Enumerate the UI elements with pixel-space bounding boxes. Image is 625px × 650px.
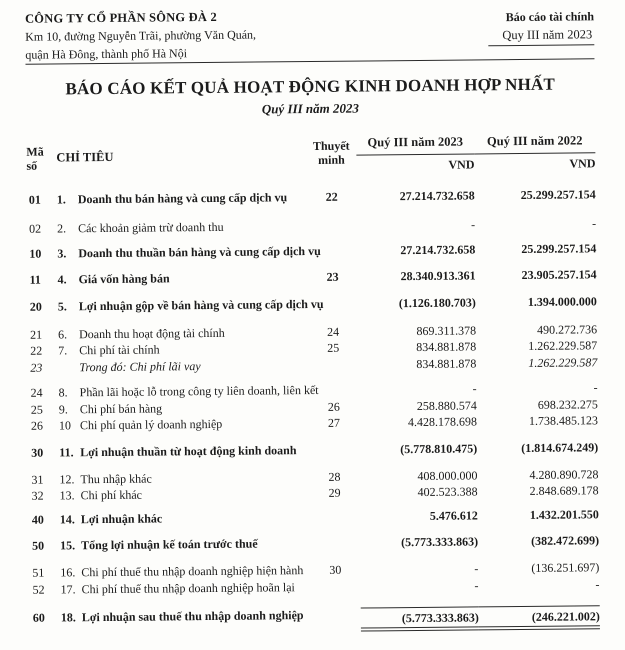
row-value-2022: 2.848.689.178 — [529, 483, 599, 498]
row-item-label — [59, 470, 309, 487]
row-note-number: 26 — [327, 399, 340, 414]
column-header-period-2022 — [474, 133, 595, 172]
row-note-number: 25 — [327, 340, 340, 355]
row-value-2023: (5.778.810.475) — [400, 441, 478, 457]
row-value-2022: 23.905.257.154 — [521, 267, 597, 282]
row-item-label — [59, 443, 309, 460]
row-item-text: Doanh thu hoạt động tài chính — [79, 325, 225, 342]
row-value-2022: (136.251.697) — [531, 560, 600, 575]
row-note-number — [309, 443, 359, 458]
row-value-2022: 1.394.000.000 — [527, 294, 597, 309]
row-item-text: Doanh thu bán hàng và cung cấp dịch vụ — [77, 190, 288, 207]
period-2023-label: Quý III năm 2023 — [356, 134, 474, 155]
row-item-text: Chi phí thuế thu nhập doanh nghiệp hoãn lại — [81, 580, 295, 597]
row-item-number: 1. — [56, 192, 66, 207]
row-note-number: 28 — [328, 469, 341, 484]
row-note-number: 24 — [326, 324, 340, 339]
row-item-number: 12. — [59, 472, 75, 487]
row-item-label — [60, 536, 310, 553]
row-item-label — [60, 580, 310, 597]
row-item-text: Chi phí quản lý doanh nghiệp — [79, 416, 223, 433]
row-item-text: Chi phí khác — [80, 487, 143, 503]
table-row — [31, 605, 600, 631]
row-code: 26 — [30, 418, 44, 433]
row-item-label — [58, 325, 308, 342]
row-value-2022: 698.232.275 — [537, 397, 598, 412]
row-code: 23 — [30, 360, 43, 375]
row-item-number: 14. — [59, 512, 75, 527]
row-code: 50 — [32, 538, 45, 553]
report-title: BÁO CÁO KẾT QUẢ HOẠT ĐỘNG KINH DOANH HỢP NHẤT — [65, 74, 556, 99]
column-header-note-line1: Thuyết — [312, 138, 350, 153]
row-item-label — [59, 416, 309, 433]
row-value-2023: - — [474, 578, 479, 593]
row-value-2022: - — [593, 380, 598, 395]
company-address-line2: quận Hà Đông, thành phố Hà Nội — [25, 46, 188, 62]
row-value-2023: 4.428.178.698 — [407, 414, 478, 430]
row-item-number: 3. — [57, 246, 67, 261]
row-note-number — [309, 383, 359, 398]
row-note-number — [310, 580, 360, 595]
table-row — [30, 577, 599, 597]
row-item-number: 6. — [58, 327, 68, 342]
row-value-2022: (1.814.674.249) — [521, 440, 599, 456]
report-period-label: Quy III năm 2023 — [488, 27, 594, 46]
row-value-2022: 25.299.257.154 — [520, 187, 596, 202]
row-item-text: Chi phí tài chính — [79, 342, 160, 358]
row-item-text: Chi phí thuế thu nhập doanh nghiệp hiện hành — [81, 563, 304, 580]
row-item-text: Các khoản giảm trừ doanh thu — [77, 219, 224, 236]
row-code: 25 — [30, 402, 43, 417]
column-header-period-2023 — [356, 134, 474, 173]
table-row — [28, 355, 597, 375]
row-value-2022: 1.432.201.550 — [529, 507, 599, 522]
row-value-2022: 4.280.890.728 — [529, 467, 599, 482]
row-note-number: 27 — [327, 415, 341, 430]
row-item-number: 16. — [60, 565, 76, 580]
row-code: 20 — [29, 299, 42, 314]
row-code: 24 — [30, 385, 43, 400]
income-statement-table — [26, 133, 600, 631]
row-code: 32 — [31, 488, 44, 503]
column-header-item: CHỈ TIÊU — [56, 149, 114, 165]
company-address-line1: Km 10, đường Nguyễn Trãi, phường Văn Quán, — [25, 27, 257, 44]
table-row — [30, 507, 599, 527]
table-body — [27, 187, 600, 631]
row-value-2023: 258.880.574 — [416, 398, 477, 414]
row-value-2023: 869.311.378 — [416, 323, 477, 339]
table-row — [29, 440, 598, 460]
row-item-label — [59, 400, 309, 417]
company-name: CÔNG TY CỔ PHẦN SÔNG ĐÀ 2 — [24, 9, 217, 26]
currency-label-2022: VND — [569, 156, 596, 171]
row-code: 31 — [31, 472, 44, 487]
row-item-text: Lợi nhuận thuần từ hoạt động kinh doanh — [80, 443, 297, 460]
row-note-number — [307, 219, 357, 234]
currency-label-2023: VND — [448, 157, 475, 172]
row-note-number — [310, 510, 360, 525]
row-item-text: Phần lãi hoặc lỗ trong công ty liên doanh, liên kết — [79, 382, 319, 400]
table-row — [28, 294, 597, 314]
row-value-2023: 408.000.000 — [417, 468, 478, 483]
row-code: 21 — [30, 327, 43, 342]
table-header — [26, 133, 595, 176]
row-note-number — [308, 358, 358, 373]
row-item-label — [60, 510, 310, 527]
row-value-2022: 1.262.229.587 — [528, 355, 598, 370]
row-value-2023: (5.773.333.863) — [401, 534, 479, 550]
row-item-label — [58, 382, 319, 400]
row-note-number — [310, 536, 360, 551]
row-item-label — [57, 190, 307, 207]
row-item-text: Lợi nhuận gộp về bán hàng và cung cấp dịch vụ — [78, 296, 324, 314]
company-block — [25, 10, 256, 63]
table-row — [27, 187, 596, 207]
report-type-label: Báo cáo tài chính — [505, 9, 595, 25]
row-code: 22 — [30, 343, 43, 358]
row-value-2023: (1.126.180.703) — [398, 295, 476, 311]
row-code: 60 — [32, 610, 45, 625]
row-code: 01 — [28, 192, 41, 207]
row-code: 10 — [29, 246, 42, 261]
row-note-number: 30 — [329, 562, 342, 577]
row-item-label — [57, 270, 307, 287]
row-code: 52 — [32, 582, 45, 597]
table-row — [27, 267, 596, 287]
table-row — [27, 216, 596, 236]
row-value-2022: - — [591, 216, 597, 231]
row-code: 51 — [32, 565, 45, 580]
row-value-2022: 25.299.257.154 — [521, 241, 597, 256]
row-item-label — [60, 486, 310, 503]
row-item-label — [58, 341, 308, 358]
row-note-number: 29 — [328, 485, 341, 500]
report-info-block — [488, 9, 594, 46]
row-value-2022: 1.262.229.587 — [528, 338, 598, 353]
row-code: 11 — [29, 272, 41, 287]
row-item-text: Thu nhập khác — [80, 471, 152, 487]
row-note-number: 22 — [325, 189, 338, 204]
row-item-number: 17. — [60, 582, 76, 597]
table-row — [27, 241, 596, 261]
row-note-number — [308, 297, 358, 312]
row-value-2022: (246.221.002) — [479, 605, 600, 627]
row-item-text: Tổng lợi nhuận kế toán trước thuế — [81, 536, 258, 553]
table-row — [30, 533, 599, 553]
report-subtitle: Quý III năm 2023 — [261, 100, 360, 117]
row-code: 40 — [31, 512, 44, 527]
row-item-number: 13. — [59, 488, 75, 503]
row-item-text: Lợi nhuận khác — [80, 511, 163, 527]
row-value-2023: 5.476.612 — [429, 508, 478, 523]
row-value-2022: 490.272.736 — [536, 322, 598, 337]
row-item-number: 8. — [58, 385, 68, 400]
row-item-number: 5. — [57, 299, 67, 314]
row-value-2023: - — [472, 381, 477, 396]
row-item-number: 10 — [58, 418, 72, 433]
row-code: 02 — [28, 221, 42, 236]
row-item-number: 9. — [58, 402, 68, 417]
row-item-text: Chi phí bán hàng — [79, 401, 163, 417]
row-item-number: 15. — [60, 538, 76, 553]
row-value-2023: 834.881.878 — [416, 339, 477, 355]
row-item-number: 18. — [60, 610, 76, 625]
row-item-number: 2. — [56, 221, 67, 236]
row-value-2023: - — [470, 217, 476, 232]
row-note-number — [311, 608, 361, 629]
column-header-note — [306, 136, 356, 174]
row-value-2023: 834.881.878 — [416, 356, 477, 372]
column-header-code — [26, 138, 56, 176]
row-item-label — [57, 243, 321, 261]
row-item-text: Lợi nhuận sau thuế thu nhập doanh nghiệp — [81, 608, 304, 625]
row-value-2022: 1.738.485.123 — [528, 413, 598, 428]
row-note-number — [307, 244, 357, 259]
row-value-2022: - — [595, 577, 600, 592]
period-2022-label: Quý III năm 2022 — [474, 133, 595, 154]
row-item-number: 11. — [59, 445, 74, 460]
row-item-text: Trong đó: Chi phí lãi vay — [79, 359, 201, 375]
row-value-2023: 27.214.732.658 — [400, 242, 476, 258]
column-header-code-line1: Mã — [26, 144, 44, 159]
row-item-label — [57, 296, 324, 314]
column-header-code-line2: số — [26, 158, 38, 173]
row-value-2023: (5.773.333.863) — [361, 606, 479, 628]
row-item-number: 4. — [57, 272, 67, 287]
column-header-note-line2: minh — [318, 152, 345, 167]
row-value-2023: 28.340.913.361 — [400, 268, 476, 284]
row-item-number: 7. — [58, 343, 68, 358]
row-value-2023: 27.214.732.658 — [399, 188, 475, 204]
row-item-label — [61, 608, 311, 631]
document-header — [25, 6, 594, 62]
row-item-text: Doanh thu thuần bán hàng và cung cấp dịch vụ — [78, 243, 321, 261]
row-note-number: 23 — [326, 269, 339, 284]
row-item-text: Giá vốn hàng bán — [78, 271, 170, 287]
row-item-label — [58, 358, 308, 375]
row-value-2023: 402.523.388 — [417, 484, 478, 499]
row-item-label — [57, 219, 307, 236]
row-value-2022: (382.472.699) — [531, 533, 600, 548]
row-value-2023: - — [474, 561, 479, 576]
row-item-label — [60, 563, 310, 580]
row-code: 30 — [31, 445, 44, 460]
